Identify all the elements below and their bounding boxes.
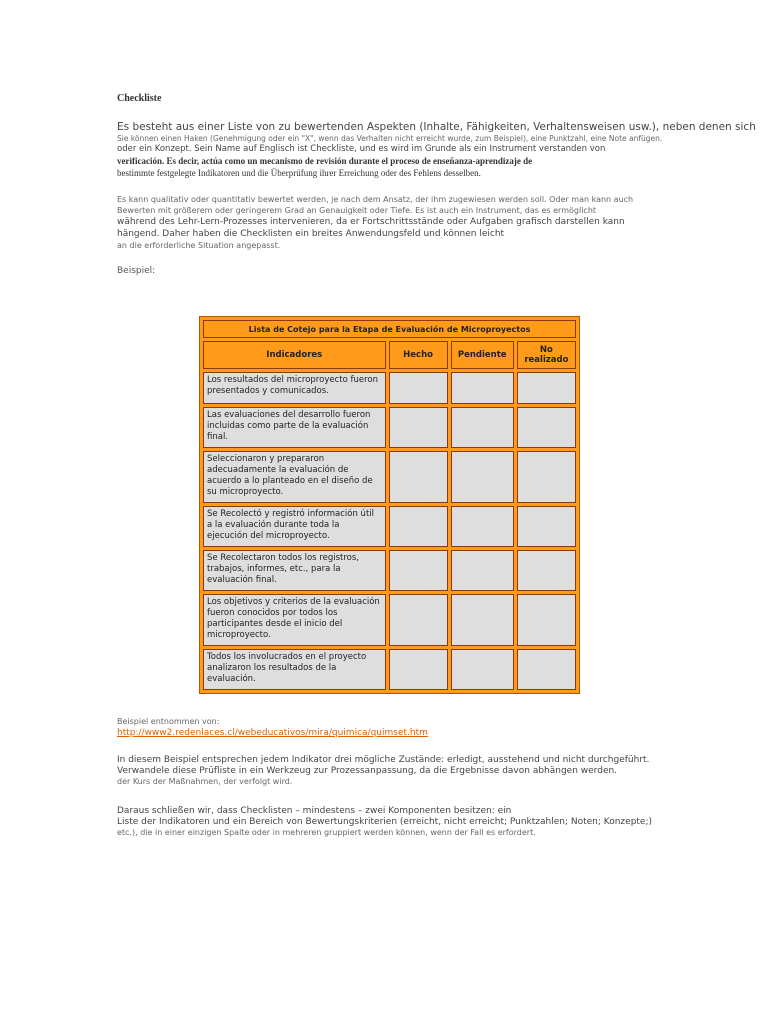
cell-no-realizado	[517, 506, 576, 547]
second-line-1: Es kann qualitativ oder quantitativ bewertet werden, je nach dem Ansatz, der ihm zugewiesen werden soll. Oder man kann auch	[117, 195, 634, 204]
cell-hecho	[389, 451, 448, 503]
indicator-6: Los objetivos y criterios de la evaluación fueron conocidos por todos los participantes desde el inicio del microproyecto.	[203, 594, 386, 646]
intro-line-3: oder ein Konzept. Sein Name auf Englisch ist Checkliste, und es wird im Grunde als ein Instrument verstanden von	[117, 144, 606, 154]
conclusion-line-2: Liste der Indikatoren und ein Bereich von Bewertungskriterien (erreicht, nicht erreicht; Punktzahlen; Noten; Konzepte;)	[117, 817, 653, 827]
source-link[interactable]: http://www2.redenlaces.cl/webeducativos/mira/quimica/quimset.htm	[117, 728, 428, 738]
cell-hecho	[389, 372, 448, 404]
header-hecho: Hecho	[389, 341, 448, 369]
cell-pendiente	[451, 594, 514, 646]
cell-pendiente	[451, 407, 514, 448]
header-no-realizado: No realizado	[517, 341, 576, 369]
intro-line-2: Sie können einen Haken (Genehmigung oder ein "X", wenn das Verhalten nicht erreicht wurde, zum Beispiel), eine Punktzahl, eine Note anfügen.	[117, 134, 663, 143]
states-paragraph	[117, 755, 697, 787]
cell-hecho	[389, 506, 448, 547]
cell-no-realizado	[517, 451, 576, 503]
cell-hecho	[389, 594, 448, 646]
header-pendiente: Pendiente	[451, 341, 514, 369]
cell-no-realizado	[517, 372, 576, 404]
cell-hecho	[389, 407, 448, 448]
cell-hecho	[389, 649, 448, 690]
second-paragraph	[117, 194, 687, 251]
page-title: Checkliste	[117, 93, 162, 104]
source-label: Beispiel entnommen von:	[117, 717, 220, 726]
cell-pendiente	[451, 649, 514, 690]
indicator-7: Todos los involucrados en el proyecto analizaron los resultados de la evaluación.	[203, 649, 386, 690]
cell-no-realizado	[517, 594, 576, 646]
checklist-table	[199, 316, 580, 694]
indicator-2: Las evaluaciones del desarrollo fueron incluidas como parte de la evaluación final.	[203, 407, 386, 448]
source-block	[117, 716, 428, 739]
second-line-5: an die erforderliche Situation angepasst.	[117, 241, 281, 250]
indicator-3: Seleccionaron y prepararon adecuadamente la evaluación de acuerdo a lo planteado en el diseño de su microproyecto.	[203, 451, 386, 503]
cell-pendiente	[451, 372, 514, 404]
indicator-5: Se Recolectaron todos los registros, trabajos, informes, etc., para la evaluación final.	[203, 550, 386, 591]
indicator-1: Los resultados del microproyecto fueron presentados y comunicados.	[203, 372, 386, 404]
states-line-2: Verwandele diese Prüfliste in ein Werkzeug zur Prozessanpassung, da die Ergebnisse davon abhängen werden.	[117, 766, 618, 776]
cell-pendiente	[451, 550, 514, 591]
conclusion-paragraph	[117, 806, 697, 838]
intro-line-1: Es besteht aus einer Liste von zu bewertenden Aspekten (Inhalte, Fähigkeiten, Verhaltensweisen usw.), neben denen sich	[117, 121, 756, 133]
header-indicadores: Indicadores	[203, 341, 386, 369]
intro-line-5: bestimmte festgelegte Indikatoren und die Überprüfung ihrer Erreichung oder des Fehlens desselben.	[117, 168, 481, 178]
cell-hecho	[389, 550, 448, 591]
states-line-1: In diesem Beispiel entsprechen jedem Indikator drei mögliche Zustände: erledigt, ausstehend und nicht durchgeführt.	[117, 755, 650, 765]
conclusion-line-1: Daraus schließen wir, dass Checklisten – mindestens – zwei Komponenten besitzen: ein	[117, 806, 512, 816]
second-line-3: während des Lehr-Lern-Prozesses intervenieren, da er Fortschrittsstände oder Aufgaben grafisch darstellen kann	[117, 217, 625, 227]
conclusion-line-3: etc.), die in einer einzigen Spalte oder in mehreren gruppiert werden können, wenn der Fall es erfordert.	[117, 828, 536, 837]
cell-no-realizado	[517, 649, 576, 690]
second-line-2: Bewerten mit größerem oder geringerem Grad an Genauigkeit oder Tiefe. Es ist auch ein Instrument, das es ermöglicht	[117, 206, 597, 215]
cell-pendiente	[451, 506, 514, 547]
checklist-title: Lista de Cotejo para la Etapa de Evaluación de Microproyectos	[203, 320, 576, 338]
cell-no-realizado	[517, 407, 576, 448]
intro-paragraph	[117, 121, 756, 179]
states-line-3: der Kurs der Maßnahmen, der verfolgt wird.	[117, 777, 293, 786]
indicator-4: Se Recolectó y registró información útil a la evaluación durante toda la ejecución del microproyecto.	[203, 506, 386, 547]
second-line-4: hängend. Daher haben die Checklisten ein breites Anwendungsfeld und können leicht	[117, 229, 505, 239]
intro-line-4: verificación. Es decir, actúa como un mecanismo de revisión durante el proceso de enseñanza-aprendizaje de	[117, 156, 533, 166]
cell-pendiente	[451, 451, 514, 503]
cell-no-realizado	[517, 550, 576, 591]
example-label: Beispiel:	[117, 266, 156, 276]
